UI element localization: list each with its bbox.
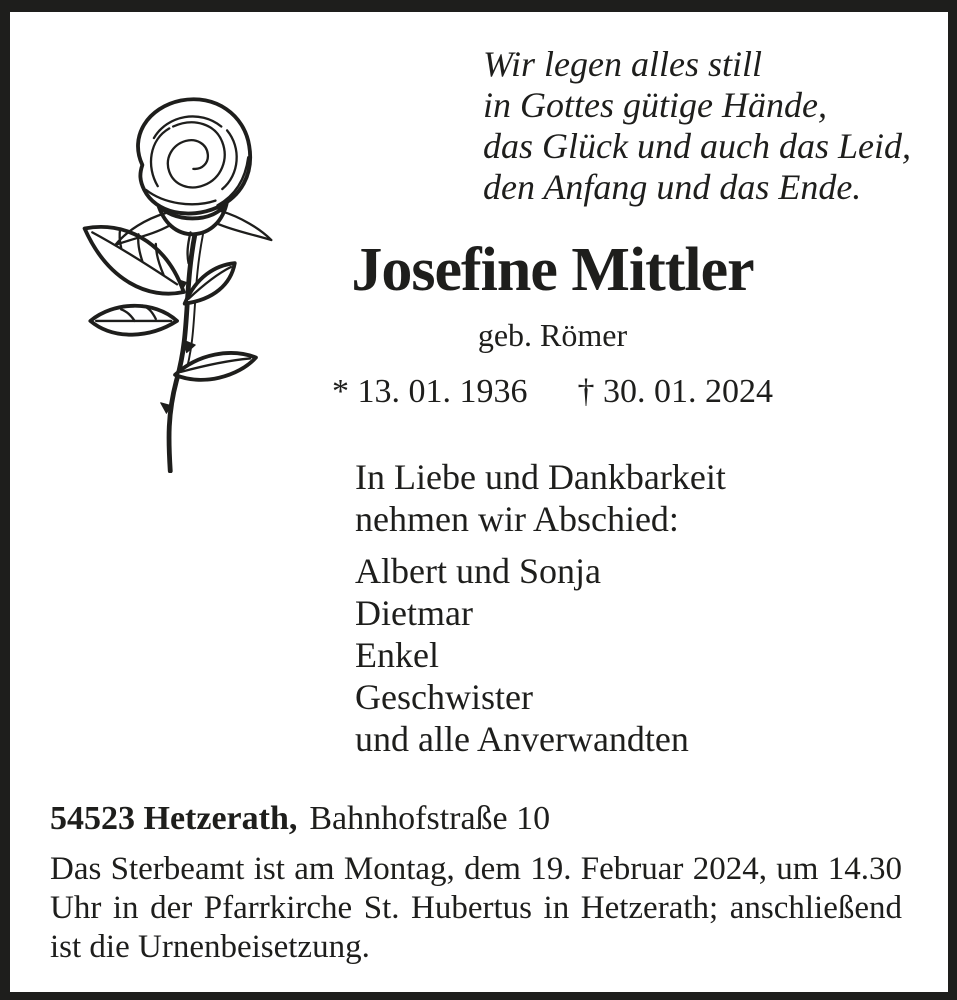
farewell-line: nehmen wir Abschied: (355, 499, 679, 539)
postal-city: 54523 Hetzerath, (50, 800, 298, 837)
mourner-line: und alle Anverwandten (355, 719, 689, 759)
birth-date: * 13. 01. 1936 (332, 373, 528, 410)
mourner-line: Albert und Sonja (355, 551, 601, 591)
maiden-name: geb. Römer (477, 317, 628, 353)
memorial-verse (483, 44, 911, 208)
verse-line: in Gottes gütige Hände, (483, 85, 827, 125)
verse-line: das Glück und auch das Leid, (483, 126, 911, 166)
verse-line: den Anfang und das Ende. (483, 167, 862, 207)
mourner-line: Geschwister (355, 677, 533, 717)
deceased-name: Josefine Mittler (351, 236, 754, 304)
mourner-line: Dietmar (355, 593, 473, 633)
service-info: Das Sterbeamt ist am Montag, dem 19. Februar 2024, um 14.30 Uhr in der Pfarrkirche St. Hubertus in Hetzerath; anschließend ist die Urnenbeisetzung. (50, 851, 902, 965)
deceased-header (245, 238, 860, 410)
verse-line: Wir legen alles still (483, 44, 762, 84)
address-line (50, 800, 550, 838)
street-address: Bahnhofstraße 10 (309, 800, 551, 837)
farewell-text (355, 456, 726, 540)
life-dates (245, 374, 860, 410)
mourner-line: Enkel (355, 635, 439, 675)
death-date: † 30. 01. 2024 (577, 373, 773, 410)
mourners-list (355, 550, 689, 760)
farewell-line: In Liebe und Dankbarkeit (355, 457, 726, 497)
